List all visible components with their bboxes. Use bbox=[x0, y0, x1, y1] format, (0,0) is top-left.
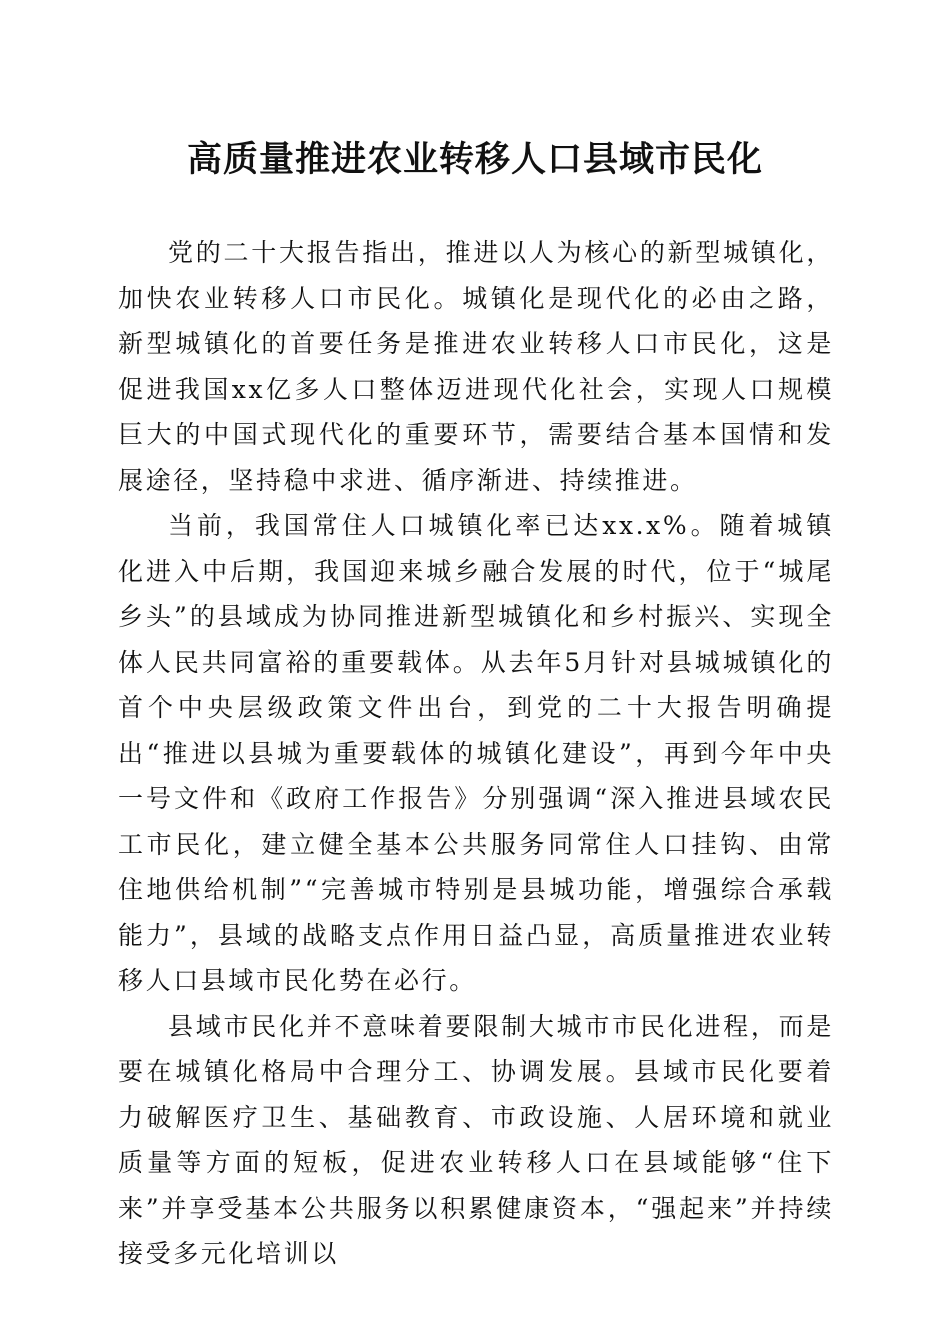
paragraph-3: 县域市民化并不意味着要限制大城市市民化进程，而是要在城镇化格局中合理分工、协调发展。县域市民化要着力破解医疗卫生、基础教育、市政设施、人居环境和就业质量等方面的短板，促进农业转移人口在县域能够“住下来”并享受基本公共服务以积累健康资本，“强起来”并持续接受多元化培训以 bbox=[118, 1011, 834, 1268]
document-title: 高质量推进农业转移人口县域市民化 bbox=[186, 139, 763, 180]
paragraph-2: 当前，我国常住人口城镇化率已达xx.x%。随着城镇化进入中后期，我国迎来城乡融合发展的时代，位于“城尾乡头”的县域成为协同推进新型城镇化和乡村振兴、实现全体人民共同富裕的重要载体。从去年5月针对县城城镇化的首个中央层级政策文件出台，到党的二十大报告明确提出“推进以县城为重要载体的城镇化建设”，再到今年中央一号文件和《政府工作报告》分别强调“深入推进县域农民工市民化，建立健全基本公共服务同常住人口挂钩、由常住地供给机制”“完善城市特别是县城功能，增强综合承载能力”，县域的战略支点作用日益凸显，高质量推进农业转移人口县域市民化势在必行。 bbox=[118, 511, 834, 995]
paragraph-1: 党的二十大报告指出，推进以人为核心的新型城镇化，加快农业转移人口市民化。城镇化是现代化的必由之路，新型城镇化的首要任务是推进农业转移人口市民化，这是促进我国xx亿多人口整体迈进现代化社会，实现人口规模巨大的中国式现代化的重要环节，需要结合基本国情和发展途径，坚持稳中求进、循序渐进、持续推进。 bbox=[118, 238, 834, 495]
document-body bbox=[118, 230, 834, 1277]
